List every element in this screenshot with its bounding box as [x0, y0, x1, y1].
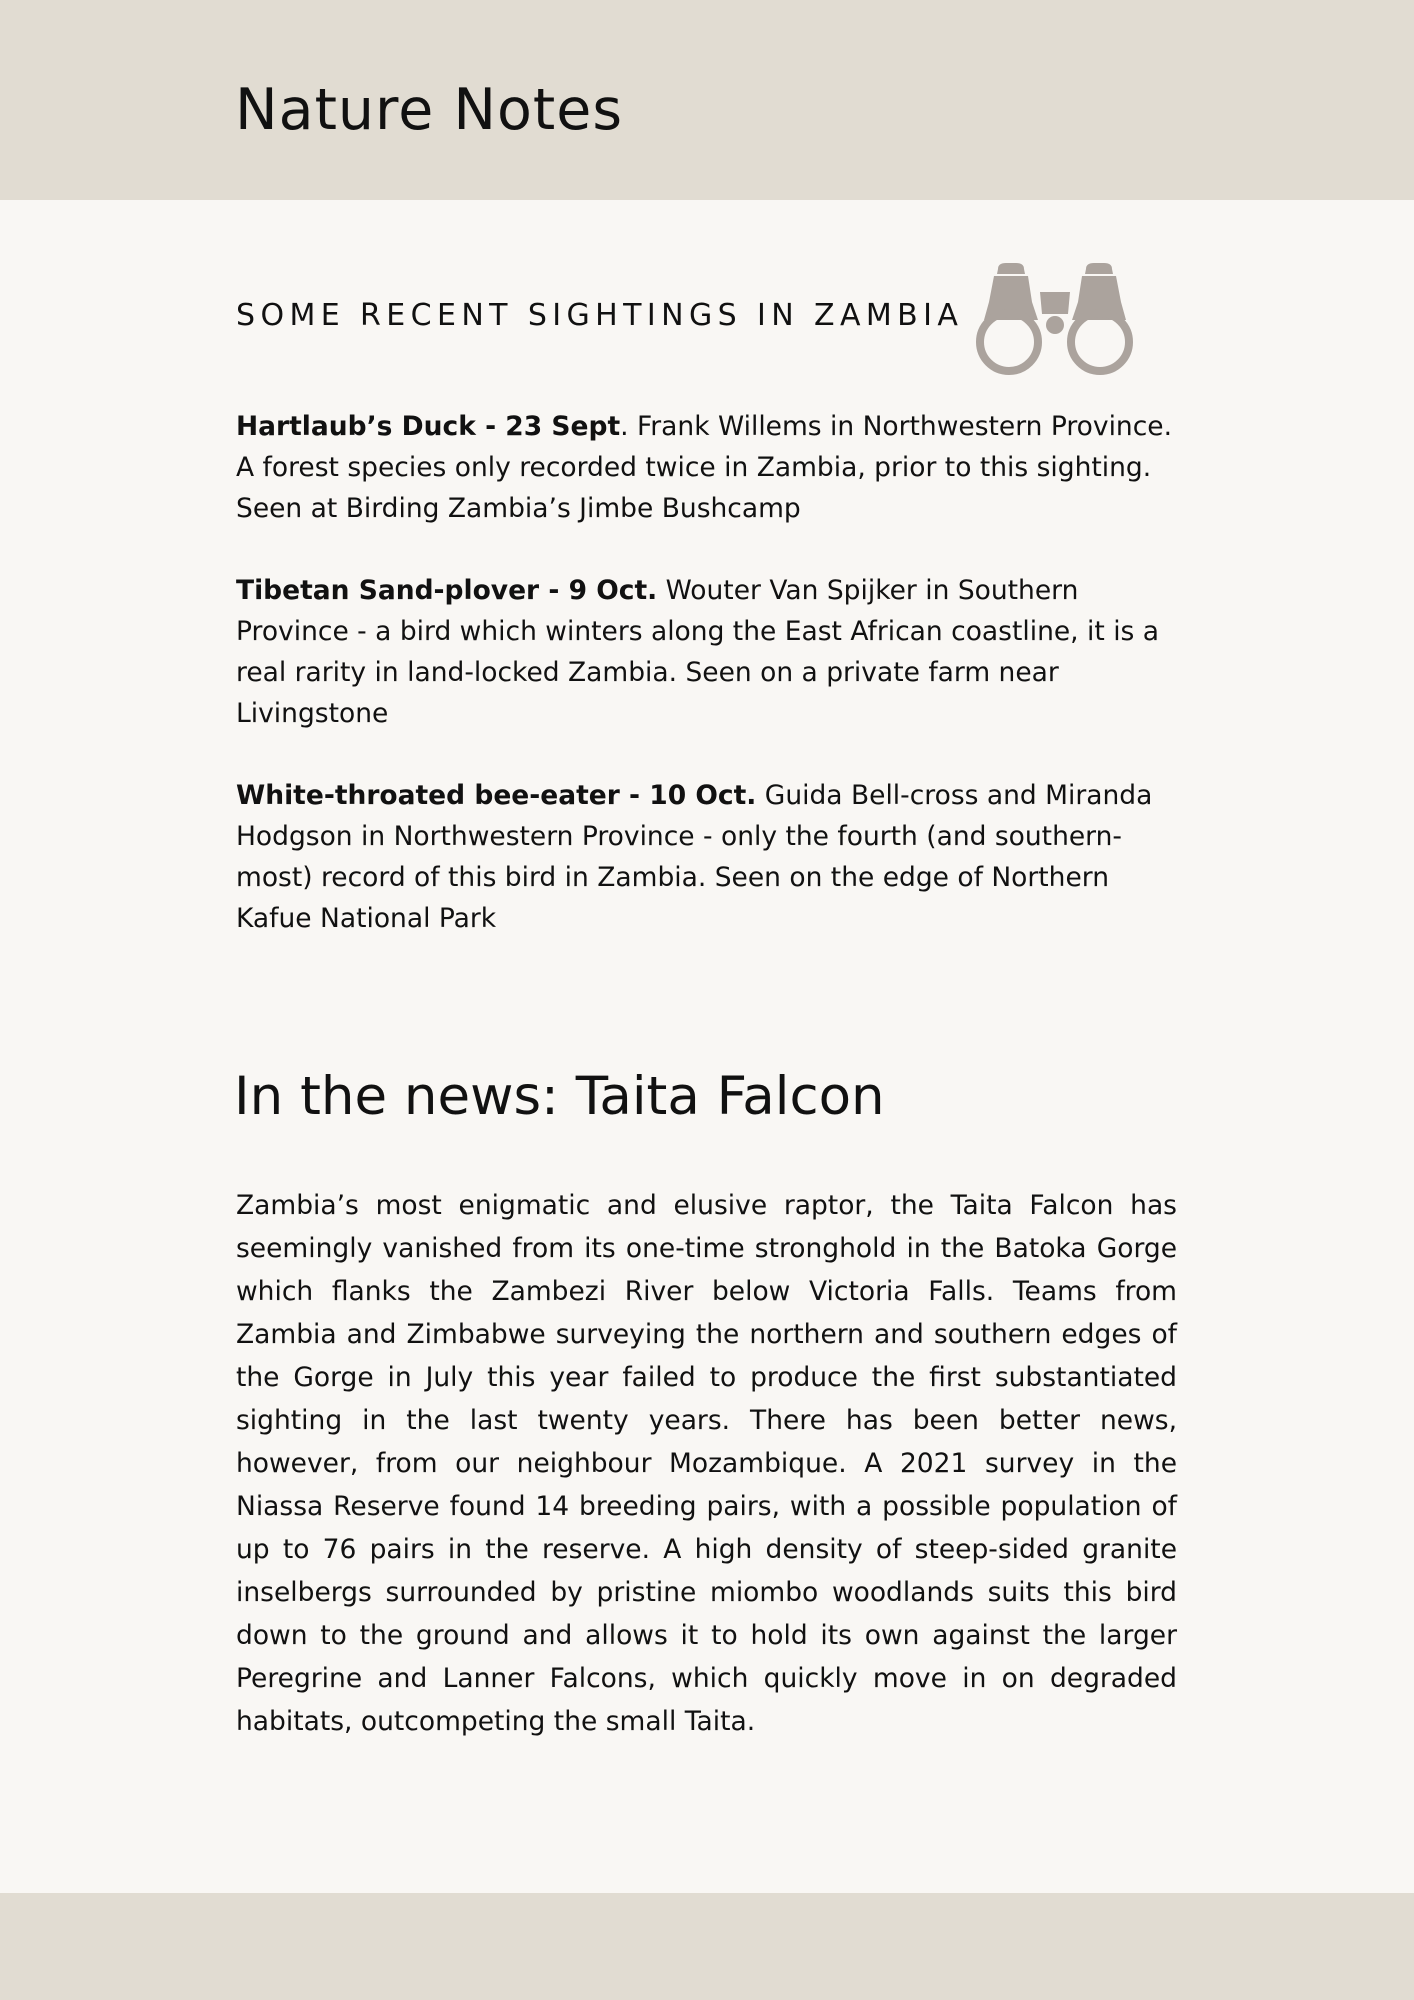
- sighting-item: [236, 570, 1176, 734]
- binoculars-icon: [972, 262, 1138, 376]
- sightings-heading: SOME RECENT SIGHTINGS IN ZAMBIA: [236, 298, 964, 333]
- sighting-item: [236, 775, 1176, 939]
- news-title: In the news: Taita Falcon: [234, 1066, 885, 1127]
- news-body: Zambia’s most enigmatic and elusive raptor, the Taita Falcon has seemingly vanished from its one-time stronghold in the Batoka Gorge which flanks the Zambezi River below Victoria Falls. Teams from Zambia and Zimbabwe surveying the northern and southern edges of the Gorge in July this year failed to produce the first substantiated sighting in the last twenty years. There has been better news, however, from our neighbour Mozambique. A 2021 survey in the Niassa Reserve found 14 breeding pairs, with a possible population of up to 76 pairs in the reserve. A high density of steep-sided granite inselbergs surrounded by pristine miombo woodlands suits this bird down to the ground and allows it to hold its own against the larger Peregrine and Lanner Falcons, which quickly move in on degraded habitats, outcompeting the small Taita.: [236, 1190, 1177, 1737]
- sighting-text: . Frank Willems in Northwestern Province. A forest species only recorded twice in Zambia, prior to this sighting. Seen at Birding Zambia’s Jimbe Bushcamp: [236, 411, 1173, 524]
- footer-band: [0, 1893, 1414, 2000]
- site-title: Nature Notes: [235, 77, 624, 143]
- sighting-title: Tibetan Sand-plover - 9 Oct.: [236, 575, 658, 606]
- header-band: [0, 0, 1414, 200]
- sighting-text: Guida Bell-cross and Miranda Hodgson in Northwestern Province - only the fourth (and southern-most) record of this bird in Zambia. Seen on the edge of Northern Kafue National Park: [236, 780, 1153, 934]
- sighting-text: Wouter Van Spijker in Southern Province - a bird which winters along the East African coastline, it is a real rarity in land-locked Zambia. Seen on a private farm near Livingstone: [236, 575, 1160, 729]
- sighting-title: Hartlaub’s Duck - 23 Sept: [236, 411, 621, 442]
- sighting-item: [236, 406, 1176, 529]
- sightings-list: [236, 406, 1176, 980]
- sighting-title: White-throated bee-eater - 10 Oct.: [236, 780, 757, 811]
